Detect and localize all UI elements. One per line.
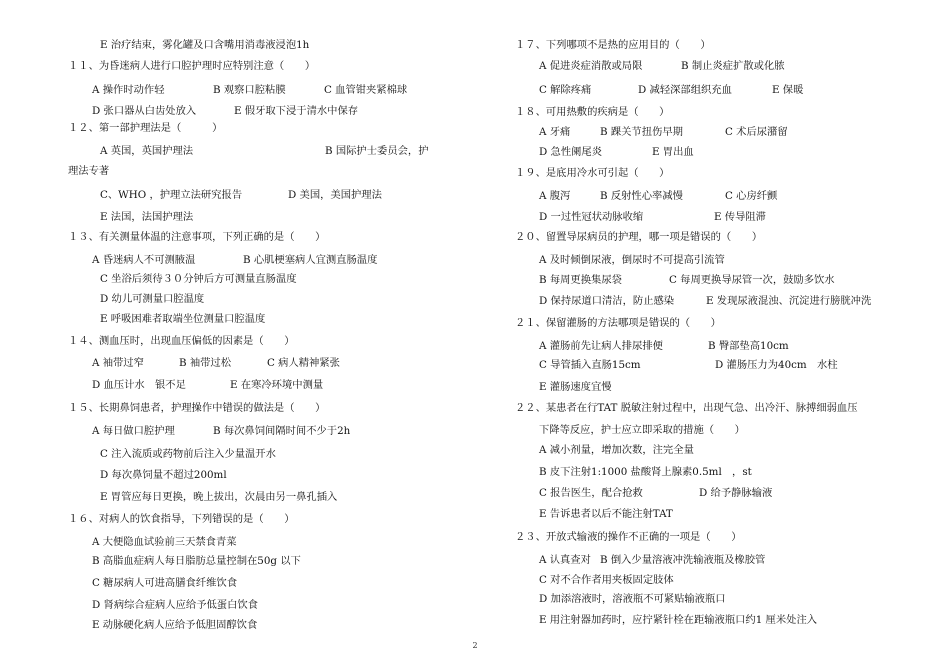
left-column-line-23: １６、对病人的饮食指导，下列错误的是（ ）: [68, 513, 295, 525]
right-column-line-8-part-1: A 腹泻: [539, 190, 571, 202]
right-column-line-16-part-1: C 导管插入直肠15cm: [539, 359, 641, 371]
left-column-line-1: E 治疗结束，雾化罐及口含嘴用消毒液浸泡1h: [100, 39, 310, 51]
right-column-line-3-part-2: D 减轻深部组织充血: [638, 84, 732, 96]
right-column-line-23: E 告诉患者以后不能注射TAT: [539, 508, 673, 520]
left-column-line-6-part-2: B 国际护士委员会，护: [325, 145, 429, 157]
left-column-line-20: C 注入流质或药物前后注入少量温开水: [100, 448, 276, 460]
left-column-line-3-part-2: B 观察口腔粘膜: [213, 84, 286, 96]
left-column-line-10: １３、有关测量体温的注意事项，下列正确的是（ ）: [68, 231, 326, 243]
left-column-line-4-part-1: D 张口器从白齿处放入: [92, 105, 197, 117]
right-column-line-3-part-1: C 解除疼痛: [539, 84, 592, 96]
left-column-line-8-part-1: C、WHO ，护理立法研究报告: [100, 189, 243, 201]
right-column-line-3-part-3: E 保暖: [772, 84, 804, 96]
left-column-line-7: 理法专著: [68, 165, 110, 177]
left-column-line-24: A 大便隐血试验前三天禁食青菜: [92, 536, 237, 548]
right-column-line-6-part-2: E 胃出血: [652, 146, 694, 158]
right-column-line-8-part-3: C 心房纤颤: [725, 190, 778, 202]
left-column-line-6-part-1: A 英国，英国护理法: [100, 145, 194, 157]
right-column-line-11: A 及时倾倒尿液，倒尿时不可提高引流管: [539, 254, 725, 266]
right-column-line-14: ２１、保留灌肠的方法哪项是错误的（ ）: [515, 317, 721, 329]
right-column-line-15-part-2: B 臀部垫高10cm: [708, 340, 789, 352]
left-column-line-26: C 糖尿病人可进高膳食纤维饮食: [92, 577, 238, 589]
right-column-line-18: ２２、某患者在行TAT 脱敏注射过程中，出现气急、出冷汗、脉搏细弱血压: [515, 402, 858, 414]
right-column-line-7: １９、是底用冷水可引起（ ）: [515, 167, 670, 179]
right-column-line-22-part-2: D 给予静脉输液: [699, 487, 773, 499]
left-column-line-3-part-1: A 操作时动作轻: [92, 84, 165, 96]
left-column-line-4-part-2: E 假牙取下浸于清水中保存: [234, 105, 359, 117]
left-column-line-17-part-2: E 在寒冷环境中测量: [230, 379, 324, 391]
right-column-line-17: E 灌肠速度宜慢: [539, 381, 612, 393]
left-column-line-5: １２、第一部护理法是（ ）: [68, 122, 223, 134]
left-column-line-19-part-2: B 每次鼻饲间隔时间不少于2h: [213, 425, 351, 437]
left-column-line-14: E 呼吸困难者取端坐位测量口腔温度: [100, 313, 266, 325]
right-column-line-26: C 对不合作者用夹板固定肢体: [539, 574, 674, 586]
right-column-line-12-part-2: C 每周更换导尿管一次，鼓励多饮水: [669, 274, 835, 286]
left-column-line-11-part-1: A 昏迷病人不可测腋温: [92, 254, 196, 266]
right-column-line-5-part-3: C 术后尿潴留: [725, 126, 788, 138]
left-column-line-8-part-2: D 美国，美国护理法: [288, 189, 382, 201]
left-column-line-15: １４、测血压时，出现血压偏低的因素是（ ）: [68, 335, 295, 347]
page-number: 2: [472, 641, 478, 650]
right-column-line-15-part-1: A 灌肠前先让病人排尿排便: [539, 340, 663, 352]
left-column-line-3-part-3: C 血管钳夹紧棉球: [324, 84, 408, 96]
right-column-line-28: E 用注射器加药时，应拧紧针栓在距输液瓶口约1 厘米处注入: [539, 614, 818, 626]
left-column-line-16-part-1: A 袖带过窄: [92, 357, 144, 369]
left-column-line-22: E 胃管应每日更换，晚上拔出，次晨由另一鼻孔插入: [100, 491, 338, 503]
left-column-line-17-part-1: D 血压计水 银不足: [92, 379, 186, 391]
left-column-line-16-part-2: B 袖带过松: [179, 357, 232, 369]
left-column-line-12: C 坐浴后须待３０分钟后方可测量直肠温度: [100, 273, 297, 285]
right-column-line-27: D 加添溶液时，溶液瓶不可紧贴输液瓶口: [539, 593, 726, 605]
left-column-line-21: D 每次鼻饲量不超过200ml: [100, 469, 227, 481]
right-column-line-20: A 减小剂量，增加次数，注完全量: [539, 444, 694, 456]
right-column-line-19: 下降等反应，护士应立即采取的措施（ ）: [539, 424, 745, 436]
left-column-line-25: B 高脂血症病人每日脂肪总量控制在50g 以下: [92, 555, 301, 567]
left-column-line-2: １１、为昏迷病人进行口腔护理时应特别注意（ ）: [68, 60, 316, 72]
left-column-line-13: D 幼儿可测量口腔温度: [100, 293, 205, 305]
right-column-line-9-part-1: D 一过性冠状动脉收缩: [539, 211, 644, 223]
right-column-line-13-part-1: D 保持尿道口清洁，防止感染: [539, 295, 675, 307]
right-column-line-25-part-1: A 认真查对: [539, 554, 591, 566]
right-column-line-5-part-2: B 踝关节扭伤早期: [600, 126, 683, 138]
left-column-line-16-part-3: C 病人精神紧张: [267, 357, 340, 369]
left-column-line-28: E 动脉硬化病人应给予低胆固醇饮食: [92, 619, 258, 631]
right-column-line-5-part-1: A 牙痛: [539, 126, 571, 138]
right-column-line-9-part-2: E 传导阻滞: [714, 211, 766, 223]
right-column-line-12-part-1: B 每周更换集尿袋: [539, 274, 622, 286]
right-column-line-10: ２０、留置导尿病员的护理，哪一项是错误的（ ）: [515, 231, 763, 243]
right-column-line-2-part-1: A 促进炎症消散或局限: [539, 60, 643, 72]
right-column-line-13-part-2: E 发现尿液混浊、沉淀进行膀胱冲洗: [706, 295, 872, 307]
right-column-line-2-part-2: B 制止炎症扩散或化脓: [681, 60, 785, 72]
left-column-line-9: E 法国，法国护理法: [100, 211, 194, 223]
right-column-line-6-part-1: D 急性阑尾炎: [539, 146, 603, 158]
left-column-line-27: D 肾病综合症病人应给予低蛋白饮食: [92, 599, 258, 611]
left-column-line-19-part-1: A 每日做口腔护理: [92, 425, 175, 437]
right-column-line-1: １７、下列哪项不是热的应用目的（ ）: [515, 39, 711, 51]
right-column-line-8-part-2: B 反射性心率减慢: [600, 190, 683, 202]
right-column-line-22-part-1: C 报告医生，配合抢救: [539, 487, 643, 499]
left-column-line-18: １５、长期鼻饲患者，护理操作中错误的做法是（ ）: [68, 402, 326, 414]
right-column-line-24: ２３、开放式输液的操作不正确的一项是（ ）: [515, 531, 742, 543]
left-column-line-11-part-2: B 心肌梗塞病人宜测直肠温度: [243, 254, 378, 266]
right-column-line-16-part-2: D 灌肠压力为40cm 水柱: [715, 359, 838, 371]
right-column-line-25-part-2: B 倒入少量溶液冲洗输液瓶及橡胶管: [600, 554, 766, 566]
right-column-line-21: B 皮下注射1:1000 盐酸肾上腺素0.5ml ，st: [539, 466, 752, 478]
right-column-line-4: １８、可用热敷的疾病是（ ）: [515, 106, 670, 118]
